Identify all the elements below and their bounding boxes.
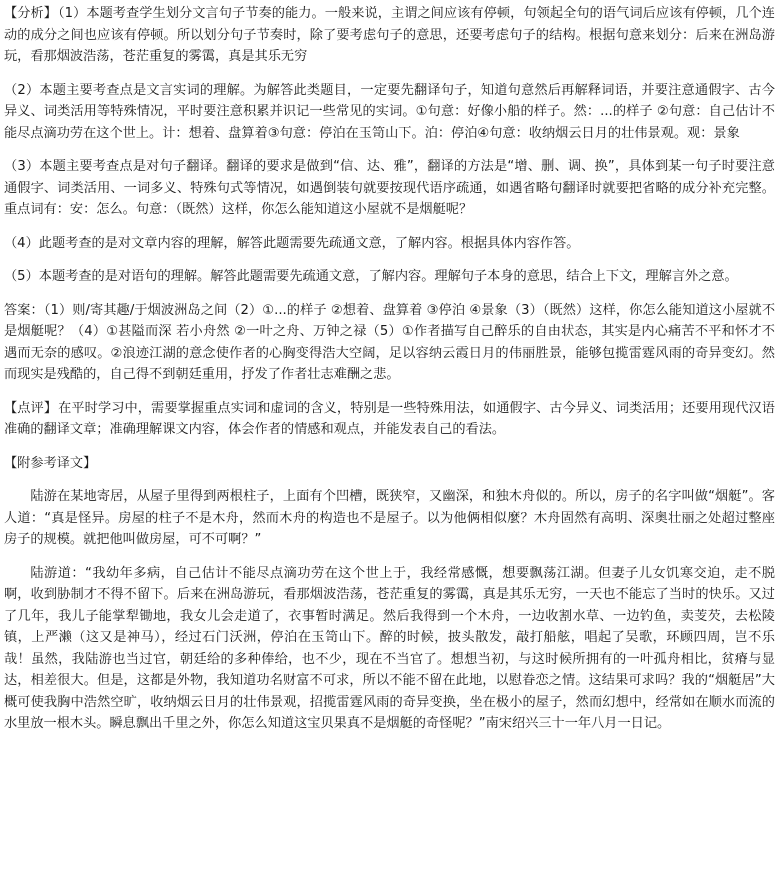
comment-text: 在平时学习中，需要掌握重点实词和虚词的含义，特别是一些特殊用法，如通假字、古今异义、词类活用；还要用现代汉语准确的翻译文章；准确理解课文内容，体会作者的情感和观点，并能发表自己的看法。: [4, 400, 775, 437]
analysis-point-4: （4）此题考查的是对文章内容的理解，解答此题需要先疏通文意，了解内容。根据具体内容作答。: [4, 235, 580, 251]
translation-heading: 【附参考译文】: [4, 455, 97, 471]
translation-paragraph-1: 陆游在某地寄居，从屋子里得到两根柱子，上面有个凹槽，既狭窄，又幽深，和独木舟似的。所以，房子的名字叫做“烟艇”。客人道：“真是怪异。房屋的柱子不是木舟，然而木舟的构造也不是屋子。以为他俩相似麼？木舟固然有高明、深奥壮丽之处超过整座房子的规模。就把他叫做房屋，可不可啊？”: [4, 489, 775, 547]
answer-paragraph: [4, 300, 775, 386]
comment-paragraph: [4, 398, 775, 441]
analysis-point-3: （3）本题主要考查点是对句子翻译。翻译的要求是做到“信、达、雅”，翻译的方法是“增、删、调、换”，具体到某一句子时要注意通假字、词类活用、一词多义、特殊句式等情况，如遇倒装句就要按现代语序疏通，如遇省略句翻译时就要把省略的成分补充完整。重点词有：安：怎么。句意：（既然）这样，你怎么能知道这小屋就不是烟艇呢？: [4, 159, 775, 217]
translation-paragraph-2: 陆游道：“我幼年多病，自己估计不能尽点滴功劳在这个世上于，我经常感慨，想要飘荡江湖。但妻子儿女饥寒交迫，走不脱啊，收到胁制才不得不留下。后来在洲岛游玩，看那烟波浩荡，苍茫重复的雾霭，真是其乐无穷，一天也不能忘了当时的快乐。又过了几年，我儿子能掌犁锄地，我女儿会走道了，衣事暂时满足。然后我得到一个木舟，一边收割水草、一边钓鱼，卖芰芡，去松陵镇，上严濑（这又是神马），经过石门沃洲，停泊在玉笥山下。醉的时候，披头散发，敲打船舷，唱起了吴歌，环顾四周，岂不乐哉！虽然，我陆游也当过官，朝廷给的多种俸给，也不少，现在不当官了。想想当初，与这时候所拥有的一叶孤舟相比，贫瘠与显达，相差很大。但是，这都是外物，我知道功名财富不可求，所以不能不留在此地，以慰眷恋之情。这结果可求吗？我的“烟艇居”大概可使我胸中浩然空旷，收纳烟云日月的壮伟景观，招揽雷霆风雨的奇异变换，坐在极小的屋子，然而幻想中，经常如在顺水而流的水里放一根木头。瞬息飘出千里之外，你怎么知道这宝贝果真不是烟艇的奇怪呢？”南宋绍兴三十一年八月一日记。: [4, 565, 775, 731]
analysis-point-1-text: （1）本题考查学生划分文言句子节奏的能力。一般来说，主谓之间应该有停顿，句领起全句的语气词后应该有停顿，几个连动的成分之间也应该有停顿。所以划分句子节奏时，除了要考虑句子的意思，还要考虑句子的结构。根据句意来划分：后来在洲岛游玩，看那烟波浩荡，苍茫重复的雾霭，真是其乐无穷: [4, 6, 775, 64]
analysis-tag: 【分析】: [4, 6, 57, 21]
analysis-point-5: （5）本题考查的是对语句的理解。解答此题需要先疏通文意，了解内容。理解句子本身的意思，结合上下文，理解言外之意。: [4, 269, 738, 284]
comment-tag: 【点评】: [4, 400, 58, 416]
analysis-point-2: （2）本题主要考查点是文言实词的理解。为解答此类题目，一定要先翻译句子，知道句意然后再解释词语，并要注意通假字、古今异义、词类活用等特殊情况，平时要注意积累并识记一些常见的实词。①句意：好像小船的样子。然：...的样子 ②句意：自己估计不能尽点滴功劳在这个世上。计：想着、盘算着③句意：停泊在玉笥山下。泊：停泊④句意：收纳烟云日月的壮伟景观。观：景象: [4, 82, 775, 141]
answer-label: 答案：: [4, 302, 44, 318]
analysis-point-1: [4, 3, 775, 68]
answer-text: （1）则/寄其趣/于烟波洲岛之间（2）①...的样子 ②想着、盘算着 ③停泊 ④景象（3）（既然）这样，你怎么能知道这小屋就不是烟艇呢？（4）①甚隘而深 若小舟然 ②一叶之舟、万钟之禄（5）①作者描写自己醉乐的自由状态，其实是内心痛苦不平和怀才不遇而无奈的感叹。②浪迹江湖的意念使作者的心胸变得浩大空阔，足以容纳云霞日月的伟丽胜景，能够包揽雷霆风雨的奇异变幻。然而现实是残酷的，自己得不到朝廷重用，抒发了作者壮志难酬之悲。: [4, 302, 776, 382]
